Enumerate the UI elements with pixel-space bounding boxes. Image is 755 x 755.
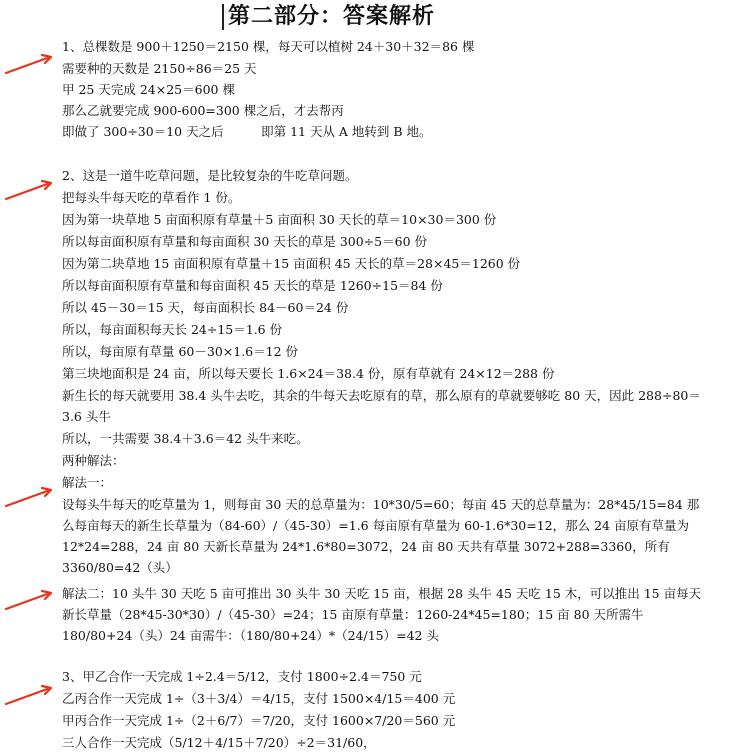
answer-2-line-12: 所以，一共需要 38.4＋3.6＝42 头牛来吃。 [62, 431, 309, 446]
method-2-body: 解法二：10 头牛 30 天吃 5 亩可推出 30 头牛 30 天吃 15 亩，根据 28 头牛 45 天吃 15 木，可以推出 15 亩每天新长草量（28*45-30*30）/（45-30）=24；15 亩原有草量：1260-24*45=180；15 亩 80 天所需牛 180/80+24（头）24 亩需牛：（180/80+24）*（24/15）=42 头 [62, 586, 702, 643]
answer-2-line-10: 第三块地面积是 24 亩，所以每天要长 1.6×24＝38.4 份，原有草就有 24×12＝288 份 [62, 366, 555, 381]
answer-2-line-1: 2、这是一道牛吃草问题，是比较复杂的牛吃草问题。 [62, 168, 358, 183]
answer-1-line-1: 1、总棵数是 900＋1250＝2150 棵，每天可以植树 24＋30＋32＝86 棵 [62, 39, 475, 54]
answer-3-line-2: 乙丙合作一天完成 1÷（3＋3/4）＝4/15，支付 1500×4/15＝400 元 [62, 691, 456, 706]
annotation-arrow-icon [4, 485, 56, 509]
method-1-body: 设每头牛每天的吃草量为 1，则每亩 30 天的总草量为：10*30/5=60；每亩 45 天的总草量为：28*45/15=84 那么每亩每天的新生长草量为（84-60）/（45-30）=1.6 每亩原有草量为 60-1.6*30=12，那么 24 亩原有草量为 12*24=288，24 亩 80 天新长草量为 24*1.6*80=3072，24 亩 80 天共有草量 3072+288=3360，所有 3360/80=42（头） [62, 497, 700, 575]
answer-2-line-13: 两种解法： [62, 453, 125, 468]
answer-2-line-3: 因为第一块草地 5 亩面积原有草量＋5 亩面积 30 天长的草＝10×30＝300 份 [62, 212, 497, 227]
answer-2-line-9: 所以，每亩原有草量 60－30×1.6＝12 份 [62, 344, 299, 359]
answer-1-line-4: 那么乙就要完成 900-600=300 棵之后，才去帮丙 [62, 103, 344, 118]
annotation-arrow-icon [4, 52, 56, 76]
answer-1-line-5: 即做了 300÷30＝10 天之后 即第 11 天从 A 地转到 B 地。 [62, 124, 432, 139]
answer-2-line-8: 所以，每亩面积每天长 24÷15＝1.6 份 [62, 322, 283, 337]
annotation-arrow-icon [4, 178, 56, 202]
answer-2-line-11: 新生长的每天就要用 38.4 头牛去吃，其余的牛每天去吃原有的草，那么原有的草就要够吃 80 天，因此 288÷80＝3.6 头牛 [62, 388, 701, 424]
answer-2-line-4: 所以每亩面积原有草量和每亩面积 30 天长的草是 300÷5＝60 份 [62, 234, 427, 249]
page-title: 第二部分：答案解析 [222, 4, 435, 30]
answer-3-line-1: 3、甲乙合作一天完成 1÷2.4＝5/12，支付 1800÷2.4＝750 元 [62, 669, 422, 684]
method-1-heading: 解法一： [62, 475, 113, 490]
answer-3-line-3: 甲丙合作一天完成 1÷（2＋6/7）＝7/20，支付 1600×7/20＝560 元 [62, 713, 456, 728]
answer-2-line-7: 所以 45－30＝15 天，每亩面积长 84－60＝24 份 [62, 300, 349, 315]
answer-3-line-4: 三人合作一天完成（5/12＋4/15＋7/20）÷2＝31/60， [62, 735, 376, 750]
answer-2-line-6: 所以每亩面积原有草量和每亩面积 45 天长的草是 1260÷15＝84 份 [62, 278, 443, 293]
annotation-arrow-icon [4, 683, 56, 707]
answer-1-line-3: 甲 25 天完成 24×25＝600 棵 [62, 82, 235, 97]
annotation-arrow-icon [4, 588, 56, 612]
answer-2-line-5: 因为第二块草地 15 亩面积原有草量＋15 亩面积 45 天长的草＝28×45＝1260 份 [62, 256, 521, 271]
answer-1-line-2: 需要种的天数是 2150÷86＝25 天 [62, 61, 257, 76]
answer-2-line-2: 把每头牛每天吃的草看作 1 份。 [62, 190, 241, 205]
